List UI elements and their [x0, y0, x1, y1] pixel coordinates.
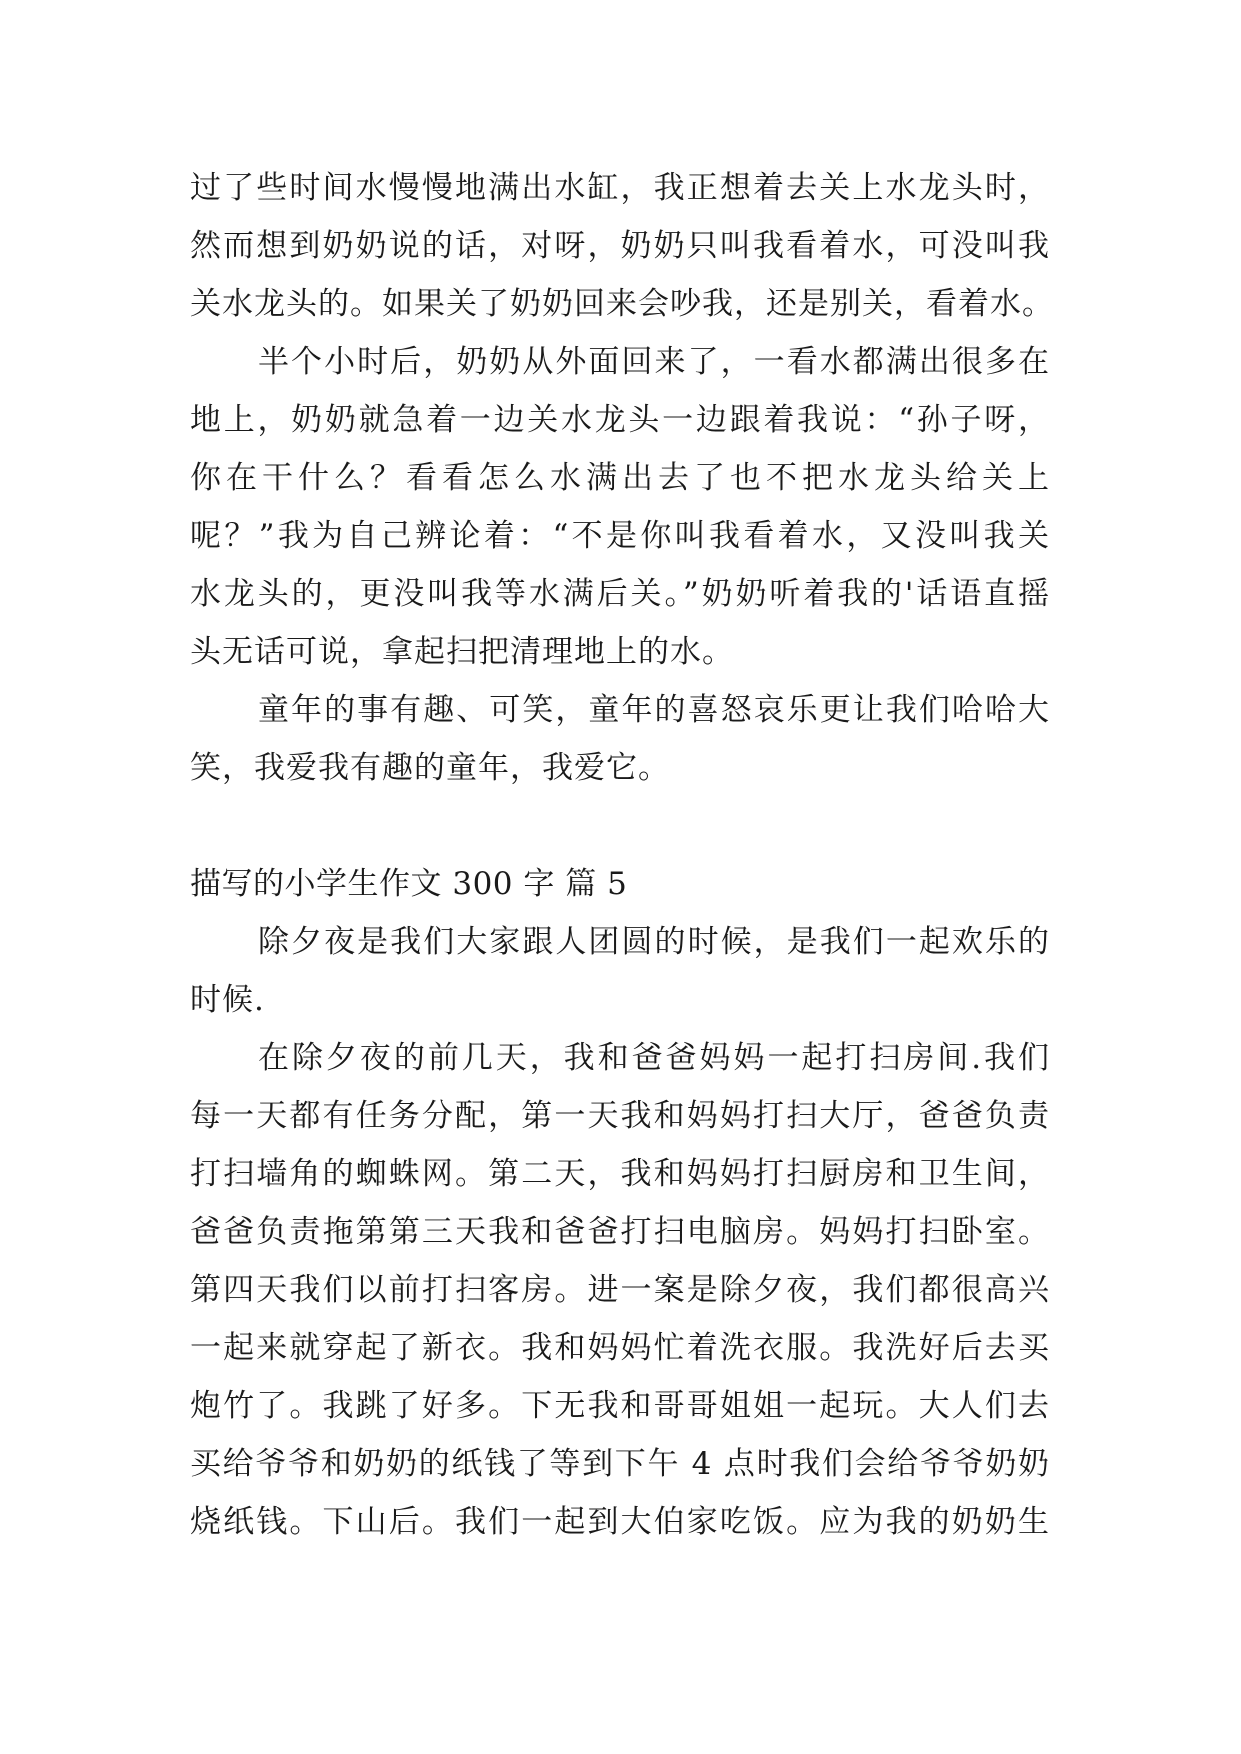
- text-line: 半个小时后，奶奶从外面回来了，一看水都满出很多在: [258, 344, 1050, 380]
- text-line: 在除夕夜的前几天，我和爸爸妈妈一起打扫房间.我们: [258, 1040, 1050, 1076]
- section-heading: 描写的小学生作文 300 字 篇 5: [190, 866, 628, 902]
- text-line: 每一天都有任务分配，第一天我和妈妈打扫大厅，爸爸负责: [190, 1098, 1050, 1134]
- text-line: 过了些时间水慢慢地满出水缸，我正想着去关上水龙头时，: [190, 170, 1050, 206]
- text-line: 烧纸钱。下山后。我们一起到大伯家吃饭。应为我的奶奶生: [190, 1504, 1050, 1540]
- text-line: 头无话可说，拿起扫把清理地上的水。: [190, 634, 734, 670]
- text-line: 除夕夜是我们大家跟人团圆的时候，是我们一起欢乐的: [258, 924, 1050, 960]
- text-line: 时候.: [190, 982, 265, 1018]
- text-line: 呢？”我为自己辨论着：“不是你叫我看着水，又没叫我关: [190, 518, 1050, 554]
- text-line: 爸爸负责拖第第三天我和爸爸打扫电脑房。妈妈打扫卧室。: [190, 1214, 1050, 1250]
- text-line: 一起来就穿起了新衣。我和妈妈忙着洗衣服。我洗好后去买: [190, 1330, 1050, 1366]
- text-line: 然而想到奶奶说的话，对呀，奶奶只叫我看着水，可没叫我: [190, 228, 1050, 264]
- text-line: 关水龙头的。如果关了奶奶回来会吵我，还是别关，看着水。: [190, 286, 1054, 322]
- text-line: 童年的事有趣、可笑，童年的喜怒哀乐更让我们哈哈大: [258, 692, 1050, 728]
- text-line: 打扫墙角的蜘蛛网。第二天，我和妈妈打扫厨房和卫生间，: [190, 1156, 1050, 1192]
- text-line: 水龙头的，更没叫我等水满后关。”奶奶听着我的'话语直摇: [190, 576, 1050, 612]
- text-line: 第四天我们以前打扫客房。进一案是除夕夜，我们都很高兴: [190, 1272, 1050, 1308]
- text-line: 炮竹了。我跳了好多。下无我和哥哥姐姐一起玩。大人们去: [190, 1388, 1050, 1424]
- text-line: 地上，奶奶就急着一边关水龙头一边跟着我说：“孙子呀，: [190, 402, 1050, 438]
- text-line: 买给爷爷和奶奶的纸钱了等到下午 4 点时我们会给爷爷奶奶: [190, 1446, 1050, 1482]
- text-line: 你在干什么？看看怎么水满出去了也不把水龙头给关上: [190, 460, 1050, 496]
- text-line: 笑，我爱我有趣的童年，我爱它。: [190, 750, 670, 786]
